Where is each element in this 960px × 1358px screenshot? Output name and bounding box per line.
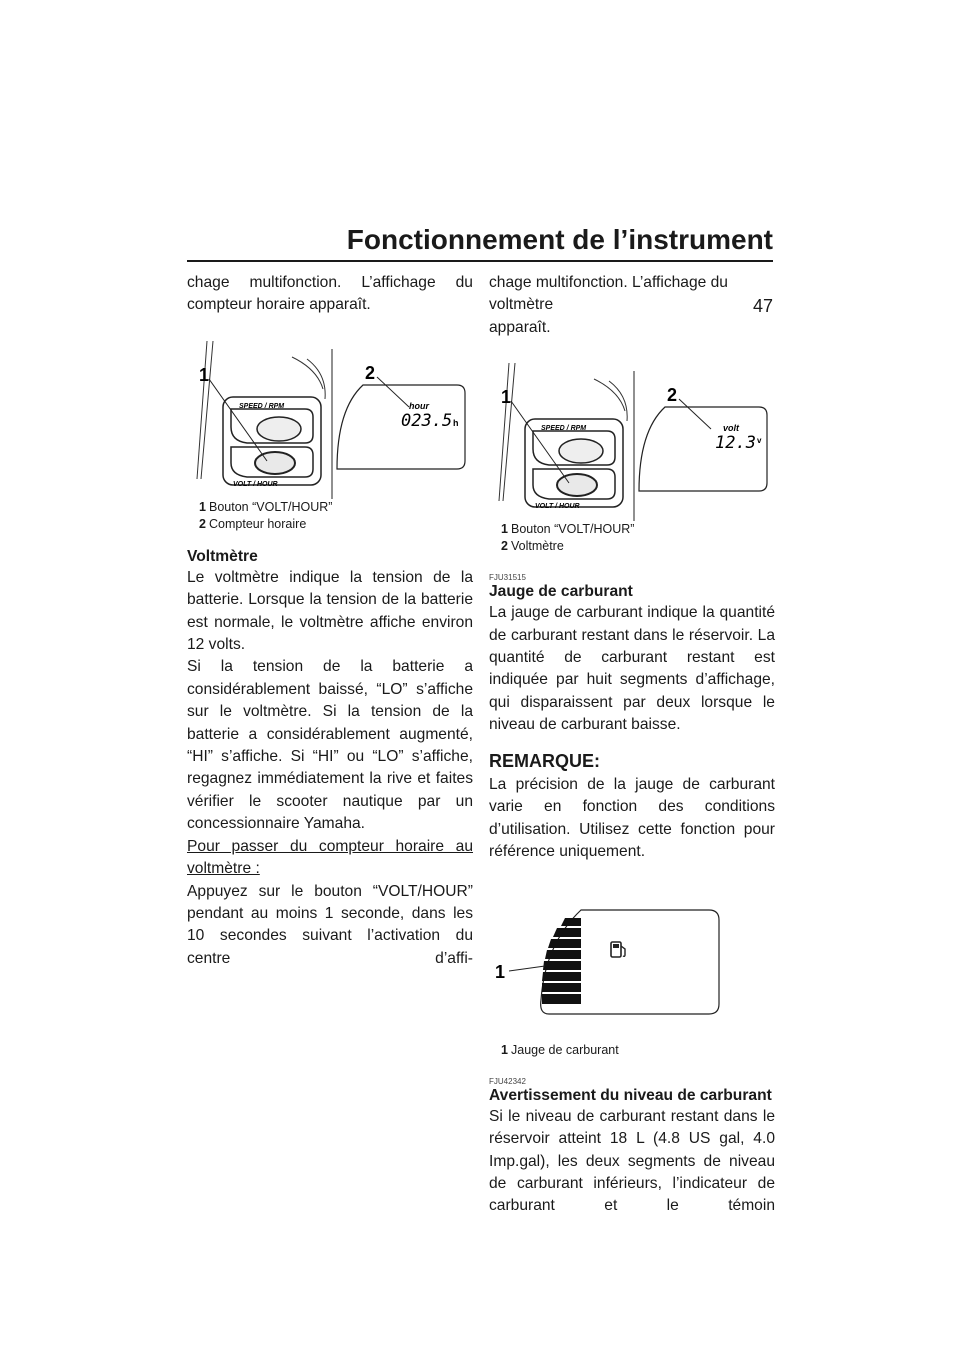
speed-rpm-label: SPEED / RPM <box>239 402 285 410</box>
page-title: Fonctionnement de l’instrument <box>346 224 773 255</box>
figure-caption-1: 1 Bouton “VOLT/HOUR” <box>199 499 333 514</box>
figure-caption-2: 2 Compteur horaire <box>199 516 307 531</box>
jauge-paragraph: La jauge de carburant indique la quantité de carburant restant dans le réservoir. La quantité de carburant restant est indiquée par huit segments d’affichage, qui disparaissent par deux lorsque le niveau de carburant baisse. <box>489 604 775 734</box>
callout-1: 1 <box>495 961 506 982</box>
callout-1: 1 <box>199 364 210 385</box>
hour-meter-figure <box>187 329 473 533</box>
right-intro-line-1: chage multifonction. L’affichage du voltmètre <box>489 274 728 314</box>
left-intro-line-1: chage multifonction. L’affichage du <box>187 274 473 291</box>
left-column <box>187 272 473 970</box>
display-value-volt: 12.3 <box>715 433 756 454</box>
switch-heading-line-2: voltmètre : <box>187 860 260 878</box>
fuel-gauge-figure <box>489 904 775 1059</box>
display-unit-hour: h <box>453 417 459 428</box>
figure-caption-1: 1 Bouton “VOLT/HOUR” <box>501 522 635 537</box>
avertissement-paragraph: Si le niveau de carburant restant dans le réservoir atteint 18 L (4.8 US gal, 4.0 Imp.gal), les deux segments de niveau de carburant inférieurs, l’indicateur de carburant et le témoin <box>489 1107 775 1215</box>
display-unit-volt: v <box>757 436 762 446</box>
switch-instructions: Appuyez sur le bouton “VOLT/HOUR” pendant au moins 1 seconde, dans les 10 secondes suivant l’activation du centre d’affi- <box>187 882 473 967</box>
display-label-volt: volt <box>723 423 740 434</box>
voltmeter-illustration <box>489 351 775 521</box>
page-number: 47 <box>752 296 773 316</box>
voltmeter-figure <box>489 351 775 555</box>
voltmetre-paragraph-2: Si la tension de la batterie a considérablement baissé, “LO” s’affiche sur le voltmètre. Si la tension de la batterie a considérablement augmenté, “HI” s’affiche. Si “HI” ou “LO” s’affiche, regagnez immédiatement la rive et faites vérifier le scooter nautique par un concessionnaire Yamaha. <box>187 658 473 833</box>
fuel-figure-caption: 1 Jauge de carburant <box>501 1042 619 1057</box>
right-column <box>489 272 775 1218</box>
section-title-avertissement: Avertissement du niveau de carburant <box>489 1086 772 1104</box>
fuel-gauge-illustration <box>489 904 775 1034</box>
callout-2: 2 <box>365 362 376 383</box>
remarque-title: REMARQUE: <box>489 750 600 771</box>
volt-hour-label: VOLT / HOUR <box>233 480 278 488</box>
section-code-2: FJU42342 <box>489 1076 526 1086</box>
volt-hour-label: VOLT / HOUR <box>535 503 580 511</box>
right-intro-line-2: apparaît. <box>489 318 551 336</box>
remarque-text: La précision de la jauge de carburant varie en fonction des conditions d’utilisation. Utilisez cette fonction pour référence uniquement. <box>489 776 775 861</box>
figure-caption-2: 2 Voltmètre <box>501 539 564 554</box>
voltmetre-paragraph-1: Le voltmètre indique la tension de la batterie. Lorsque la tension de la batterie est normale, le voltmètre affiche environ 12 volts. <box>187 568 473 654</box>
callout-1: 1 <box>501 387 512 408</box>
header-rule <box>187 260 773 262</box>
display-value-hour: 023.5 <box>401 410 453 431</box>
left-intro-line-2: compteur horaire apparaît. <box>187 296 371 314</box>
switch-heading-line-1: Pour passer du compteur horaire au <box>187 837 473 855</box>
display-label-hour: hour <box>409 400 429 411</box>
section-code-1: FJU31515 <box>489 573 526 583</box>
speed-rpm-label: SPEED / RPM <box>541 425 587 433</box>
section-title-jauge: Jauge de carburant <box>489 583 633 601</box>
section-title-voltmetre: Voltmètre <box>187 547 258 565</box>
hour-meter-illustration <box>187 329 473 499</box>
callout-2: 2 <box>667 385 678 406</box>
fuel-segments <box>542 918 581 1004</box>
